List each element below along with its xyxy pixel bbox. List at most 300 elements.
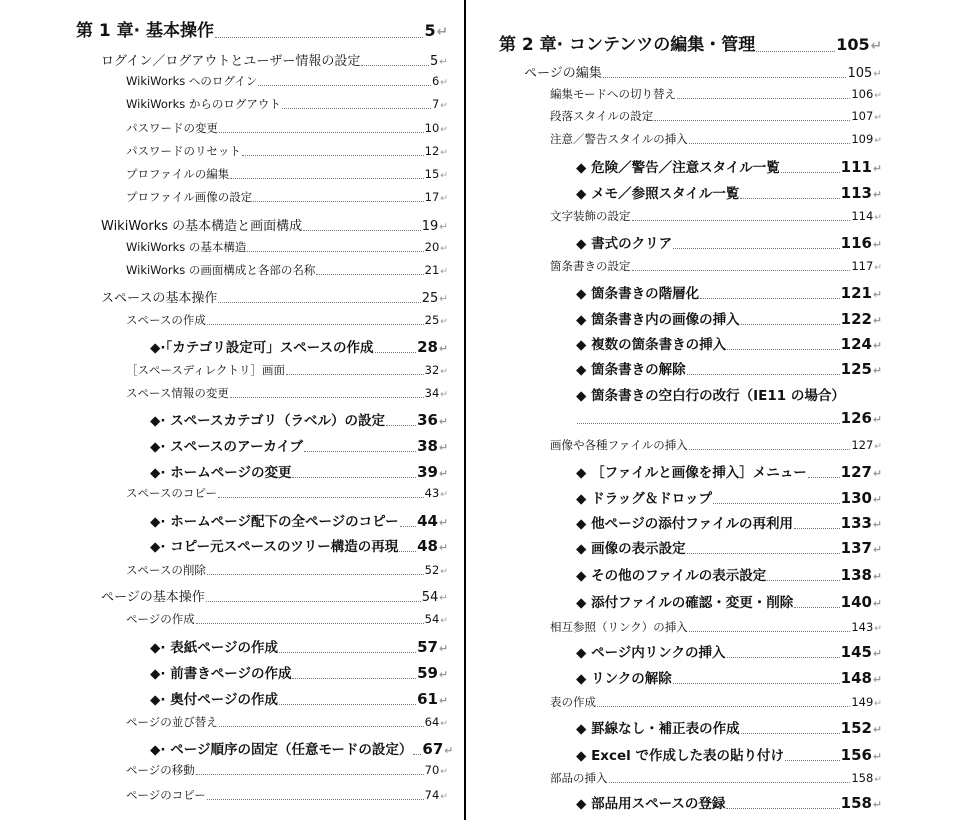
entry-title: ◆· 奥付ページの作成 (150, 692, 278, 708)
subsection-entry[interactable] (550, 86, 882, 102)
topic-entry[interactable] (576, 409, 882, 427)
return-mark-icon: ↵ (440, 193, 448, 204)
entry-title: スペースの基本操作 (101, 291, 218, 306)
return-mark-icon: ↵ (872, 798, 882, 811)
section-entry[interactable] (101, 287, 448, 306)
topic-entry[interactable] (150, 662, 448, 682)
return-mark-icon: ↵ (440, 791, 448, 802)
entry-title: ◆· ホームページの変更 (150, 465, 292, 481)
subsection-entry[interactable] (550, 770, 882, 786)
entry-title: ◆ 他ページの添付ファイルの再利用 (576, 516, 794, 532)
return-mark-icon: ↵ (872, 543, 882, 556)
topic-entry[interactable] (150, 636, 448, 656)
topic-entry[interactable] (576, 308, 882, 328)
leader-dots (304, 451, 416, 452)
return-mark-icon: ↵ (872, 162, 882, 175)
page-number: 7 (431, 97, 440, 111)
return-mark-icon: ↵ (872, 467, 882, 480)
return-mark-icon: ↵ (440, 124, 448, 135)
page-number: 20 (424, 240, 440, 254)
entry-title: WikiWorks の画面構成と各部の名称 (126, 263, 316, 277)
page-number: 32 (424, 363, 440, 377)
entry-title: 相互参照（リンク）の挿入 (550, 620, 688, 634)
leader-dots (413, 754, 421, 755)
topic-entry[interactable] (576, 512, 882, 532)
leader-dots (740, 198, 839, 199)
topic-entry[interactable] (576, 667, 882, 687)
entry-title: ◆ リンクの解除 (576, 671, 672, 687)
entry-title: プロファイル画像の設定 (126, 190, 253, 204)
entry-title: ◆ ［ファイルと画像を挿入］メニュー (576, 465, 807, 481)
topic-entry[interactable] (576, 792, 882, 812)
return-mark-icon: ↵ (436, 24, 448, 40)
leader-dots (207, 324, 424, 325)
leader-dots (206, 601, 421, 602)
subsection-entry[interactable] (126, 262, 448, 278)
entry-title: 部品の挿入 (550, 771, 608, 785)
page-number: 137 (840, 539, 872, 557)
page-number: 145 (840, 643, 872, 661)
topic-entry[interactable] (576, 537, 882, 557)
subsection-entry[interactable] (126, 189, 448, 205)
entry-title: WikiWorks の基本構造と画面構成 (101, 219, 303, 234)
return-mark-icon: ↵ (874, 441, 882, 452)
entry-title: 注意／警告スタイルの挿入 (550, 132, 688, 146)
return-mark-icon: ↵ (872, 413, 882, 426)
entry-title: ◆ 危険／警告／注意スタイル一覧 (576, 160, 780, 176)
leader-dots (286, 374, 424, 375)
leader-dots (196, 774, 424, 775)
subsection-entry[interactable] (126, 714, 448, 730)
topic-entry[interactable] (150, 336, 448, 356)
topic-entry[interactable] (576, 232, 882, 252)
entry-title: 表の作成 (550, 695, 596, 709)
entry-title: パスワードの変更 (126, 121, 218, 135)
return-mark-icon: ↵ (872, 673, 882, 686)
entry-title: ◆ その他のファイルの表示設定 (576, 568, 767, 584)
chapter-heading[interactable] (499, 30, 882, 55)
page-number: 126 (840, 409, 872, 427)
subsection-entry[interactable] (550, 258, 882, 274)
return-mark-icon: ↵ (872, 723, 882, 736)
page-number: 43 (424, 486, 440, 500)
topic-entry[interactable] (576, 182, 882, 202)
topic-entry[interactable] (150, 535, 448, 555)
leader-dots (597, 706, 850, 707)
page-number: 36 (417, 411, 438, 429)
return-mark-icon: ↵ (438, 642, 448, 655)
entry-title: 第 2 章· コンテンツの編集・管理 (499, 35, 756, 55)
page-number: 39 (417, 463, 438, 481)
leader-dots (207, 799, 424, 800)
return-mark-icon: ↵ (872, 238, 882, 251)
return-mark-icon: ↵ (872, 750, 882, 763)
return-mark-icon: ↵ (438, 415, 448, 428)
entry-title: スペースの作成 (126, 313, 206, 327)
entry-title: ◆· ホームページ配下の全ページのコピー (150, 514, 399, 530)
page-number: 64 (424, 715, 440, 729)
return-mark-icon: ↵ (874, 112, 882, 123)
return-mark-icon: ↵ (440, 766, 448, 777)
subsection-entry[interactable] (550, 108, 882, 124)
return-mark-icon: ↵ (873, 68, 882, 80)
leader-dots (282, 108, 431, 109)
page-number: 15 (424, 167, 440, 181)
section-entry[interactable] (524, 62, 882, 81)
topic-entry[interactable] (576, 744, 882, 764)
page-number: 105 (847, 66, 873, 81)
page-number: 124 (840, 335, 872, 353)
entry-title: ◆· コピー元スペースのツリー構造の再現 (150, 539, 399, 555)
leader-dots (794, 528, 840, 529)
leader-dots (727, 349, 840, 350)
return-mark-icon: ↵ (440, 147, 448, 158)
entry-title: ◆ ページ内リンクの挿入 (576, 645, 726, 661)
entry-title: ◆ 添付ファイルの確認・変更・削除 (576, 595, 794, 611)
leader-dots (700, 298, 840, 299)
return-mark-icon: ↵ (872, 493, 882, 506)
entry-title: 画像や各種ファイルの挿入 (550, 438, 688, 452)
page-number: 125 (840, 360, 872, 378)
page-number: 54 (424, 612, 440, 626)
page-number: 105 (836, 35, 870, 54)
entry-title: ◆ ドラッグ＆ドロップ (576, 491, 713, 507)
leader-dots (785, 760, 840, 761)
page-number: 111 (840, 158, 872, 176)
entry-title: スペース情報の変更 (126, 386, 229, 400)
return-mark-icon: ↵ (874, 135, 882, 146)
entry-title: 段落スタイルの設定 (550, 109, 654, 123)
topic-entry[interactable] (576, 282, 882, 302)
entry-title: ◆ 箇条書き内の画像の挿入 (576, 312, 740, 328)
subsection-entry[interactable] (126, 385, 448, 401)
topic-entry[interactable] (150, 738, 454, 758)
page-number: 113 (840, 184, 872, 202)
return-mark-icon: ↵ (874, 698, 882, 709)
topic-entry[interactable] (576, 461, 882, 481)
topic-entry[interactable] (576, 156, 882, 176)
topic-entry[interactable] (576, 333, 882, 353)
leader-dots (632, 220, 851, 221)
return-mark-icon: ↵ (874, 90, 882, 101)
return-mark-icon: ↵ (439, 293, 448, 305)
page-number: 10 (424, 121, 440, 135)
leader-dots (253, 201, 423, 202)
page-number: 152 (840, 719, 872, 737)
leader-dots (258, 85, 431, 86)
leader-dots (292, 477, 416, 478)
subsection-entry[interactable] (126, 312, 448, 328)
return-mark-icon: ↵ (438, 467, 448, 480)
leader-dots (603, 77, 847, 78)
page-number: 19 (421, 219, 439, 234)
entry-title: ◆· 前書きページの作成 (150, 666, 292, 682)
return-mark-icon: ↵ (874, 262, 882, 273)
page-number: 12 (424, 144, 440, 158)
page-number: 44 (417, 512, 438, 530)
page-number: 121 (840, 284, 872, 302)
return-mark-icon: ↵ (872, 288, 882, 301)
leader-dots (292, 678, 416, 679)
section-entry[interactable] (101, 215, 448, 234)
entry-title: ◆ 部品用スペースの登録 (576, 796, 726, 812)
leader-dots (399, 551, 416, 552)
return-mark-icon: ↵ (438, 668, 448, 681)
leader-dots (247, 251, 423, 252)
entry-title: WikiWorks からのログアウト (126, 97, 281, 111)
leader-dots (375, 352, 417, 353)
section-entry[interactable] (101, 586, 448, 605)
entry-title: 文字装飾の設定 (550, 209, 631, 223)
page-number: 21 (424, 263, 440, 277)
leader-dots (242, 155, 424, 156)
entry-title: プロファイルの編集 (126, 167, 230, 181)
leader-dots (687, 553, 840, 554)
leader-dots (303, 230, 421, 231)
return-mark-icon: ↵ (440, 266, 448, 277)
return-mark-icon: ↵ (440, 100, 448, 111)
entry-title: 編集モードへの切り替え (550, 87, 677, 101)
page-number: 158 (840, 794, 872, 812)
page-number: 148 (840, 669, 872, 687)
topic-entry[interactable] (576, 641, 882, 661)
subsection-entry[interactable] (126, 166, 448, 182)
leader-dots (218, 302, 420, 303)
page-number: 143 (851, 620, 874, 634)
return-mark-icon: ↵ (872, 339, 882, 352)
topic-entry[interactable] (576, 358, 882, 378)
topic-entry[interactable] (576, 717, 882, 737)
leader-dots (279, 652, 416, 653)
leader-dots (727, 657, 840, 658)
return-mark-icon: ↵ (440, 566, 448, 577)
entry-title: WikiWorks へのログイン (126, 74, 258, 88)
entry-title: ページの作成 (126, 612, 195, 626)
return-mark-icon: ↵ (870, 38, 882, 54)
leader-dots (577, 423, 840, 424)
page-number: 59 (417, 664, 438, 682)
leader-dots (713, 503, 840, 504)
leader-dots (689, 631, 851, 632)
leader-dots (215, 37, 423, 38)
return-mark-icon: ↵ (440, 366, 448, 377)
leader-dots (781, 172, 840, 173)
entry-title: ◆· スペースのアーカイブ (150, 439, 304, 455)
page-number: 133 (840, 514, 872, 532)
subsection-entry[interactable] (126, 611, 448, 627)
entry-title: ログイン／ログアウトとユーザー情報の設定 (101, 54, 361, 69)
leader-dots (741, 733, 840, 734)
return-mark-icon: ↵ (872, 188, 882, 201)
leader-dots (687, 374, 840, 375)
leader-dots (673, 683, 840, 684)
entry-title: ◆· 表紙ページの作成 (150, 640, 278, 656)
return-mark-icon: ↵ (438, 541, 448, 554)
topic-entry-title: ◆ 箇条書きの空白行の改行（IE11 の場合） (576, 388, 845, 404)
page-number: 6 (431, 74, 440, 88)
leader-dots (808, 477, 840, 478)
topic-entry[interactable] (576, 564, 882, 584)
page-number: 130 (840, 489, 872, 507)
return-mark-icon: ↵ (440, 615, 448, 626)
return-mark-icon: ↵ (874, 623, 882, 634)
leader-dots (677, 98, 850, 99)
return-mark-icon: ↵ (438, 441, 448, 454)
column-divider (464, 0, 466, 820)
entry-title: ◆ 箇条書きの解除 (576, 362, 686, 378)
entry-title: ページのコピー (126, 788, 206, 802)
return-mark-icon: ↵ (438, 694, 448, 707)
page-number: 5 (430, 54, 439, 69)
return-mark-icon: ↵ (872, 597, 882, 610)
leader-dots (689, 143, 851, 144)
leader-dots (316, 274, 423, 275)
page-number: 52 (424, 563, 440, 577)
leader-dots (794, 607, 839, 608)
return-mark-icon: ↵ (874, 774, 882, 785)
subsection-entry[interactable] (126, 239, 448, 255)
entry-title: ◆·「カテゴリ設定可」スペースの作成 (150, 340, 374, 356)
page-number: 57 (417, 638, 438, 656)
return-mark-icon: ↵ (440, 718, 448, 729)
subsection-entry[interactable] (126, 362, 448, 378)
leader-dots (756, 51, 835, 52)
subsection-entry[interactable] (126, 120, 448, 136)
return-mark-icon: ↵ (440, 170, 448, 181)
entry-title: ◆ メモ／参照スタイル一覧 (576, 186, 740, 202)
entry-title: スペースの削除 (126, 563, 206, 577)
leader-dots (654, 120, 850, 121)
page-number: 116 (840, 234, 872, 252)
return-mark-icon: ↵ (874, 212, 882, 223)
return-mark-icon: ↵ (440, 316, 448, 327)
return-mark-icon: ↵ (440, 243, 448, 254)
subsection-entry[interactable] (126, 762, 448, 778)
page-number: 127 (840, 463, 872, 481)
topic-entry[interactable] (150, 435, 448, 455)
return-mark-icon: ↵ (440, 489, 448, 500)
page-number: 67 (422, 740, 444, 758)
topic-entry[interactable] (576, 487, 882, 507)
page-number: 54 (421, 590, 439, 605)
return-mark-icon: ↵ (439, 592, 448, 604)
topic-entry[interactable] (150, 510, 448, 530)
subsection-entry[interactable] (550, 208, 882, 224)
entry-title: ◆ 書式のクリア (576, 236, 673, 252)
entry-title: ◆ 箇条書きの階層化 (576, 286, 700, 302)
topic-entry[interactable] (576, 591, 882, 611)
entry-title: ◆ 画像の表示設定 (576, 541, 686, 557)
topic-entry[interactable] (150, 461, 448, 481)
entry-title: WikiWorks の基本構造 (126, 240, 247, 254)
entry-title: ページの基本操作 (101, 590, 205, 605)
return-mark-icon: ↵ (872, 314, 882, 327)
leader-dots (219, 726, 424, 727)
leader-dots (218, 497, 424, 498)
subsection-entry[interactable] (126, 562, 448, 578)
return-mark-icon: ↵ (438, 516, 448, 529)
page-number: 5 (424, 21, 436, 40)
leader-dots (767, 580, 839, 581)
page-number: 28 (417, 338, 438, 356)
subsection-entry[interactable] (550, 131, 882, 147)
page-number: 107 (851, 109, 874, 123)
leader-dots (689, 449, 851, 450)
leader-dots (279, 704, 416, 705)
entry-title: 第 1 章· 基本操作 (76, 21, 215, 41)
page-number: 158 (851, 771, 874, 785)
page-number: 25 (424, 313, 440, 327)
topic-entry[interactable] (150, 688, 448, 708)
return-mark-icon: ↵ (872, 647, 882, 660)
subsection-entry[interactable] (126, 485, 448, 501)
entry-title: ◆· ページ順序の固定（任意モードの設定） (150, 742, 413, 758)
leader-dots (726, 808, 839, 809)
entry-title: ページの編集 (524, 66, 602, 81)
entry-title: パスワードのリセット (126, 144, 241, 158)
section-entry[interactable] (101, 50, 448, 69)
entry-title: スペースのコピー (126, 486, 217, 500)
leader-dots (400, 526, 416, 527)
topic-entry[interactable] (150, 409, 448, 429)
subsection-entry[interactable] (550, 619, 882, 635)
leader-dots (230, 397, 424, 398)
subsection-entry[interactable] (126, 73, 448, 89)
page-number: 17 (424, 190, 440, 204)
entry-title: ◆· スペースカテゴリ（ラベル）の設定 (150, 413, 385, 429)
leader-dots (609, 782, 851, 783)
leader-dots (230, 178, 423, 179)
return-mark-icon: ↵ (440, 77, 448, 88)
return-mark-icon: ↵ (872, 518, 882, 531)
leader-dots (386, 425, 416, 426)
subsection-entry[interactable] (126, 787, 448, 803)
entry-title: ページの並び替え (126, 715, 218, 729)
leader-dots (673, 248, 840, 249)
return-mark-icon: ↵ (439, 221, 448, 233)
page-number: 127 (851, 438, 874, 452)
leader-dots (361, 65, 429, 66)
return-mark-icon: ↵ (872, 570, 882, 583)
subsection-entry[interactable] (550, 437, 882, 453)
subsection-entry[interactable] (126, 143, 448, 159)
leader-dots (207, 574, 424, 575)
entry-title: ◆ 罫線なし・補正表の作成 (576, 721, 740, 737)
entry-title: ◆ 複数の箇条書きの挿入 (576, 337, 727, 353)
page-number: 25 (421, 291, 439, 306)
leader-dots (219, 132, 424, 133)
return-mark-icon: ↵ (444, 744, 454, 757)
page-number: 109 (851, 132, 874, 146)
subsection-entry[interactable] (126, 96, 448, 112)
page-number: 106 (851, 87, 874, 101)
page-number: 114 (851, 209, 874, 223)
entry-title: ◆ Excel で作成した表の貼り付け (576, 748, 784, 764)
page-number: 61 (417, 690, 438, 708)
page-number: 34 (424, 386, 440, 400)
leader-dots (741, 324, 840, 325)
page-number: 156 (840, 746, 872, 764)
leader-dots (196, 623, 424, 624)
return-mark-icon: ↵ (872, 364, 882, 377)
subsection-entry[interactable] (550, 694, 882, 710)
entry-title: ［スペースディレクトリ］画面 (126, 363, 286, 377)
entry-title: ページの移動 (126, 763, 195, 777)
page-number: 48 (417, 537, 438, 555)
page-number: 149 (851, 695, 874, 709)
chapter-heading[interactable] (76, 16, 448, 41)
page-number: 74 (424, 788, 440, 802)
